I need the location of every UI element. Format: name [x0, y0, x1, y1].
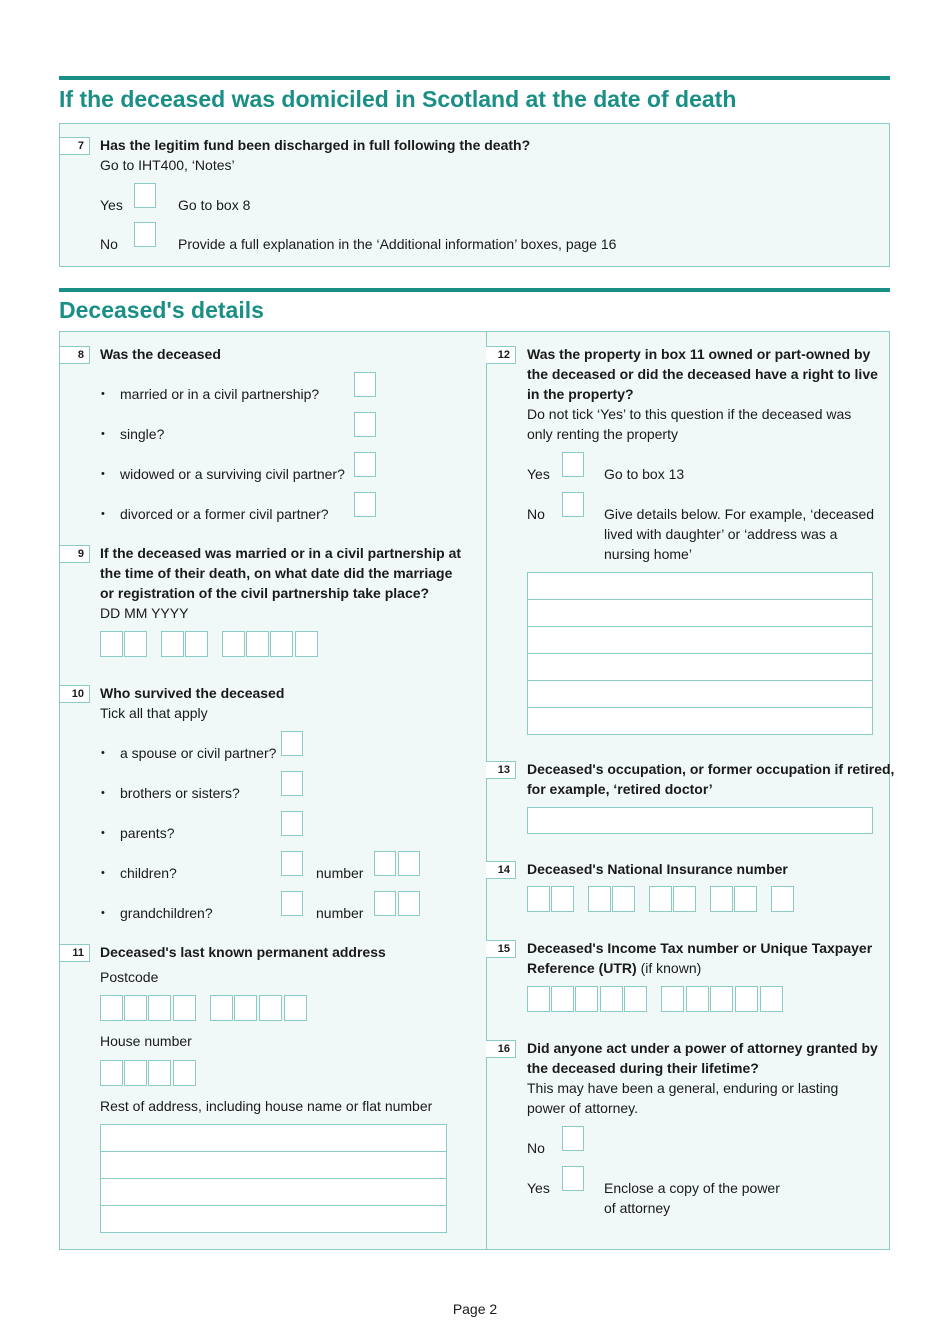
- house-number-char[interactable]: [173, 1060, 196, 1086]
- question-13-line: for example, ‘retired doctor’: [527, 781, 713, 797]
- utr-digit[interactable]: [760, 986, 783, 1012]
- q8-option-label: • widowed or a surviving civil partner?: [120, 464, 345, 484]
- postcode-char[interactable]: [234, 995, 257, 1021]
- property-details-line[interactable]: [527, 707, 873, 735]
- q8-widowed-checkbox[interactable]: [354, 452, 376, 477]
- rest-of-address-label: Rest of address, including house name or flat number: [100, 1098, 433, 1114]
- q10-option-label: • parents?: [120, 823, 174, 843]
- utr-digit[interactable]: [624, 986, 647, 1012]
- question-15-line: [527, 958, 701, 978]
- date-format-hint: DD MM YYYY: [100, 605, 189, 621]
- q10-option-label: • grandchildren?: [120, 903, 213, 923]
- q10-option-label: • children?: [120, 863, 177, 883]
- utr-digit[interactable]: [527, 986, 550, 1012]
- question-12-note: only renting the property: [527, 426, 678, 442]
- question-number: 15: [486, 940, 516, 958]
- marriage-date-month-digit[interactable]: [185, 631, 208, 657]
- utr-label: Reference (UTR): [527, 960, 637, 976]
- occupation-input[interactable]: [527, 807, 873, 834]
- question-number: 12: [486, 346, 516, 364]
- question-7-note: Go to IHT400, ‘Notes’: [100, 157, 235, 173]
- q7-yes-checkbox[interactable]: [134, 183, 156, 208]
- q16-yes-checkbox[interactable]: [562, 1166, 584, 1191]
- q8-divorced-checkbox[interactable]: [354, 492, 376, 517]
- q10-parents-checkbox[interactable]: [281, 811, 303, 836]
- house-number-char[interactable]: [124, 1060, 147, 1086]
- yes-label: Yes: [527, 1180, 550, 1196]
- marriage-date-year-digit[interactable]: [222, 631, 245, 657]
- question-8-text: Was the deceased: [100, 346, 221, 362]
- postcode-char[interactable]: [124, 995, 147, 1021]
- question-12-line: Was the property in box 11 owned or part-owned by: [527, 346, 871, 362]
- no-label: No: [527, 1140, 545, 1156]
- yes-label: Yes: [100, 197, 123, 213]
- ni-number-char[interactable]: [649, 886, 672, 912]
- utr-digit[interactable]: [551, 986, 574, 1012]
- ni-number-char[interactable]: [710, 886, 733, 912]
- question-9-line: or registration of the civil partnership take place?: [100, 585, 430, 601]
- question-number: 14: [486, 861, 516, 879]
- question-14-text: Deceased's National Insurance number: [527, 861, 788, 877]
- q10-option-label: • brothers or sisters?: [120, 783, 240, 803]
- q12-no-instruction: lived with daughter’ or ‘address was a: [604, 526, 838, 542]
- ni-number-char[interactable]: [734, 886, 757, 912]
- marriage-date-year-digit[interactable]: [246, 631, 269, 657]
- q7-no-checkbox[interactable]: [134, 222, 156, 247]
- section-rule: [59, 76, 890, 80]
- if-known-note: (if known): [636, 960, 702, 976]
- marriage-date-month-digit[interactable]: [161, 631, 184, 657]
- marriage-date-year-digit[interactable]: [270, 631, 293, 657]
- section-heading-details: Deceased's details: [59, 297, 264, 323]
- postcode-label: Postcode: [100, 969, 159, 985]
- marriage-date-year-digit[interactable]: [295, 631, 318, 657]
- q7-yes-instruction: Go to box 8: [178, 197, 251, 213]
- question-number: 10: [60, 685, 90, 703]
- ni-number-char[interactable]: [771, 886, 794, 912]
- postcode-char[interactable]: [100, 995, 123, 1021]
- grandchildren-count-digit[interactable]: [374, 891, 396, 916]
- question-number: 13: [486, 761, 516, 779]
- question-number: 11: [60, 944, 90, 962]
- address-line-input[interactable]: [100, 1124, 447, 1152]
- question-9-line: If the deceased was married or in a civil partnership at: [100, 545, 462, 561]
- yes-label: Yes: [527, 466, 550, 482]
- postcode-char[interactable]: [173, 995, 196, 1021]
- utr-digit[interactable]: [600, 986, 623, 1012]
- q8-option-label: • married or in a civil partnership?: [120, 384, 319, 404]
- page-number: Page 2: [452, 1301, 498, 1317]
- question-number: 9: [60, 545, 90, 563]
- no-label: No: [527, 506, 545, 522]
- ni-number-char[interactable]: [588, 886, 611, 912]
- property-details-line[interactable]: [527, 653, 873, 681]
- question-16-line: the deceased during their lifetime?: [527, 1060, 759, 1076]
- q12-yes-instruction: Go to box 13: [604, 466, 685, 482]
- q10-option-label: • a spouse or civil partner?: [120, 743, 276, 763]
- question-16-note: power of attorney.: [527, 1100, 639, 1116]
- question-12-line: the deceased or did the deceased have a right to live: [527, 366, 878, 382]
- question-11-text: Deceased's last known permanent address: [100, 944, 386, 960]
- house-number-label: House number: [100, 1033, 192, 1049]
- question-16-line: Did anyone act under a power of attorney granted by: [527, 1040, 878, 1056]
- q16-no-checkbox[interactable]: [562, 1126, 584, 1151]
- postcode-char[interactable]: [148, 995, 171, 1021]
- question-9-line: the time of their death, on what date did the marriage: [100, 565, 453, 581]
- q10-siblings-checkbox[interactable]: [281, 771, 303, 796]
- marriage-date-day-digit[interactable]: [124, 631, 147, 657]
- q7-no-instruction: Provide a full explanation in the ‘Additional information’ boxes, page 16: [178, 236, 617, 252]
- house-number-char[interactable]: [100, 1060, 123, 1086]
- marriage-date-day-digit[interactable]: [100, 631, 123, 657]
- q10-spouse-checkbox[interactable]: [281, 731, 303, 756]
- section-rule: [59, 288, 890, 292]
- section-heading-scotland: If the deceased was domiciled in Scotland at the date of death: [59, 86, 737, 112]
- postcode-char[interactable]: [284, 995, 307, 1021]
- column-divider: [486, 332, 487, 1249]
- question-number: 8: [60, 346, 90, 364]
- grandchildren-count-digit[interactable]: [398, 891, 420, 916]
- children-count-digit[interactable]: [374, 851, 396, 876]
- no-label: No: [100, 236, 118, 252]
- property-details-line[interactable]: [527, 626, 873, 654]
- question-15-line: Deceased's Income Tax number or Unique Taxpayer: [527, 940, 873, 956]
- postcode-char[interactable]: [259, 995, 282, 1021]
- q16-yes-instruction: Enclose a copy of the power: [604, 1180, 780, 1196]
- address-line-input[interactable]: [100, 1205, 447, 1233]
- q8-option-label: • divorced or a former civil partner?: [120, 504, 329, 524]
- utr-digit[interactable]: [735, 986, 758, 1012]
- question-12-line: in the property?: [527, 386, 634, 402]
- postcode-char[interactable]: [210, 995, 233, 1021]
- q8-married-checkbox[interactable]: [354, 372, 376, 397]
- address-line-input[interactable]: [100, 1151, 447, 1179]
- q10-grandchildren-checkbox[interactable]: [281, 891, 303, 916]
- question-number: 16: [486, 1040, 516, 1058]
- utr-digit[interactable]: [575, 986, 598, 1012]
- q10-children-checkbox[interactable]: [281, 851, 303, 876]
- ni-number-char[interactable]: [673, 886, 696, 912]
- number-label: number: [316, 905, 364, 921]
- question-number: 7: [60, 137, 90, 155]
- utr-digit[interactable]: [686, 986, 709, 1012]
- children-count-digit[interactable]: [398, 851, 420, 876]
- question-13-line: Deceased's occupation, or former occupation if retired,: [527, 761, 895, 777]
- scotland-panel: [59, 123, 890, 267]
- q12-yes-checkbox[interactable]: [562, 452, 584, 477]
- q8-option-label: • single?: [120, 424, 164, 444]
- q12-no-instruction: Give details below. For example, ‘deceased: [604, 506, 875, 522]
- q8-single-checkbox[interactable]: [354, 412, 376, 437]
- property-details-line[interactable]: [527, 680, 873, 708]
- question-12-note: Do not tick ‘Yes’ to this question if the deceased was: [527, 406, 852, 422]
- utr-digit[interactable]: [710, 986, 733, 1012]
- question-10-note: Tick all that apply: [100, 705, 208, 721]
- question-7-text: Has the legitim fund been discharged in full following the death?: [100, 137, 531, 153]
- property-details-line[interactable]: [527, 572, 873, 600]
- q16-yes-instruction: of attorney: [604, 1200, 671, 1216]
- ni-number-char[interactable]: [612, 886, 635, 912]
- ni-number-char[interactable]: [527, 886, 550, 912]
- ni-number-char[interactable]: [551, 886, 574, 912]
- q12-no-checkbox[interactable]: [562, 492, 584, 517]
- details-panel: [59, 331, 895, 1250]
- property-details-line[interactable]: [527, 599, 873, 627]
- question-16-note: This may have been a general, enduring or lasting: [527, 1080, 839, 1096]
- question-10-text: Who survived the deceased: [100, 685, 285, 701]
- q12-no-instruction: nursing home’: [604, 546, 692, 562]
- number-label: number: [316, 865, 364, 881]
- address-line-input[interactable]: [100, 1178, 447, 1206]
- house-number-char[interactable]: [148, 1060, 171, 1086]
- utr-digit[interactable]: [661, 986, 684, 1012]
